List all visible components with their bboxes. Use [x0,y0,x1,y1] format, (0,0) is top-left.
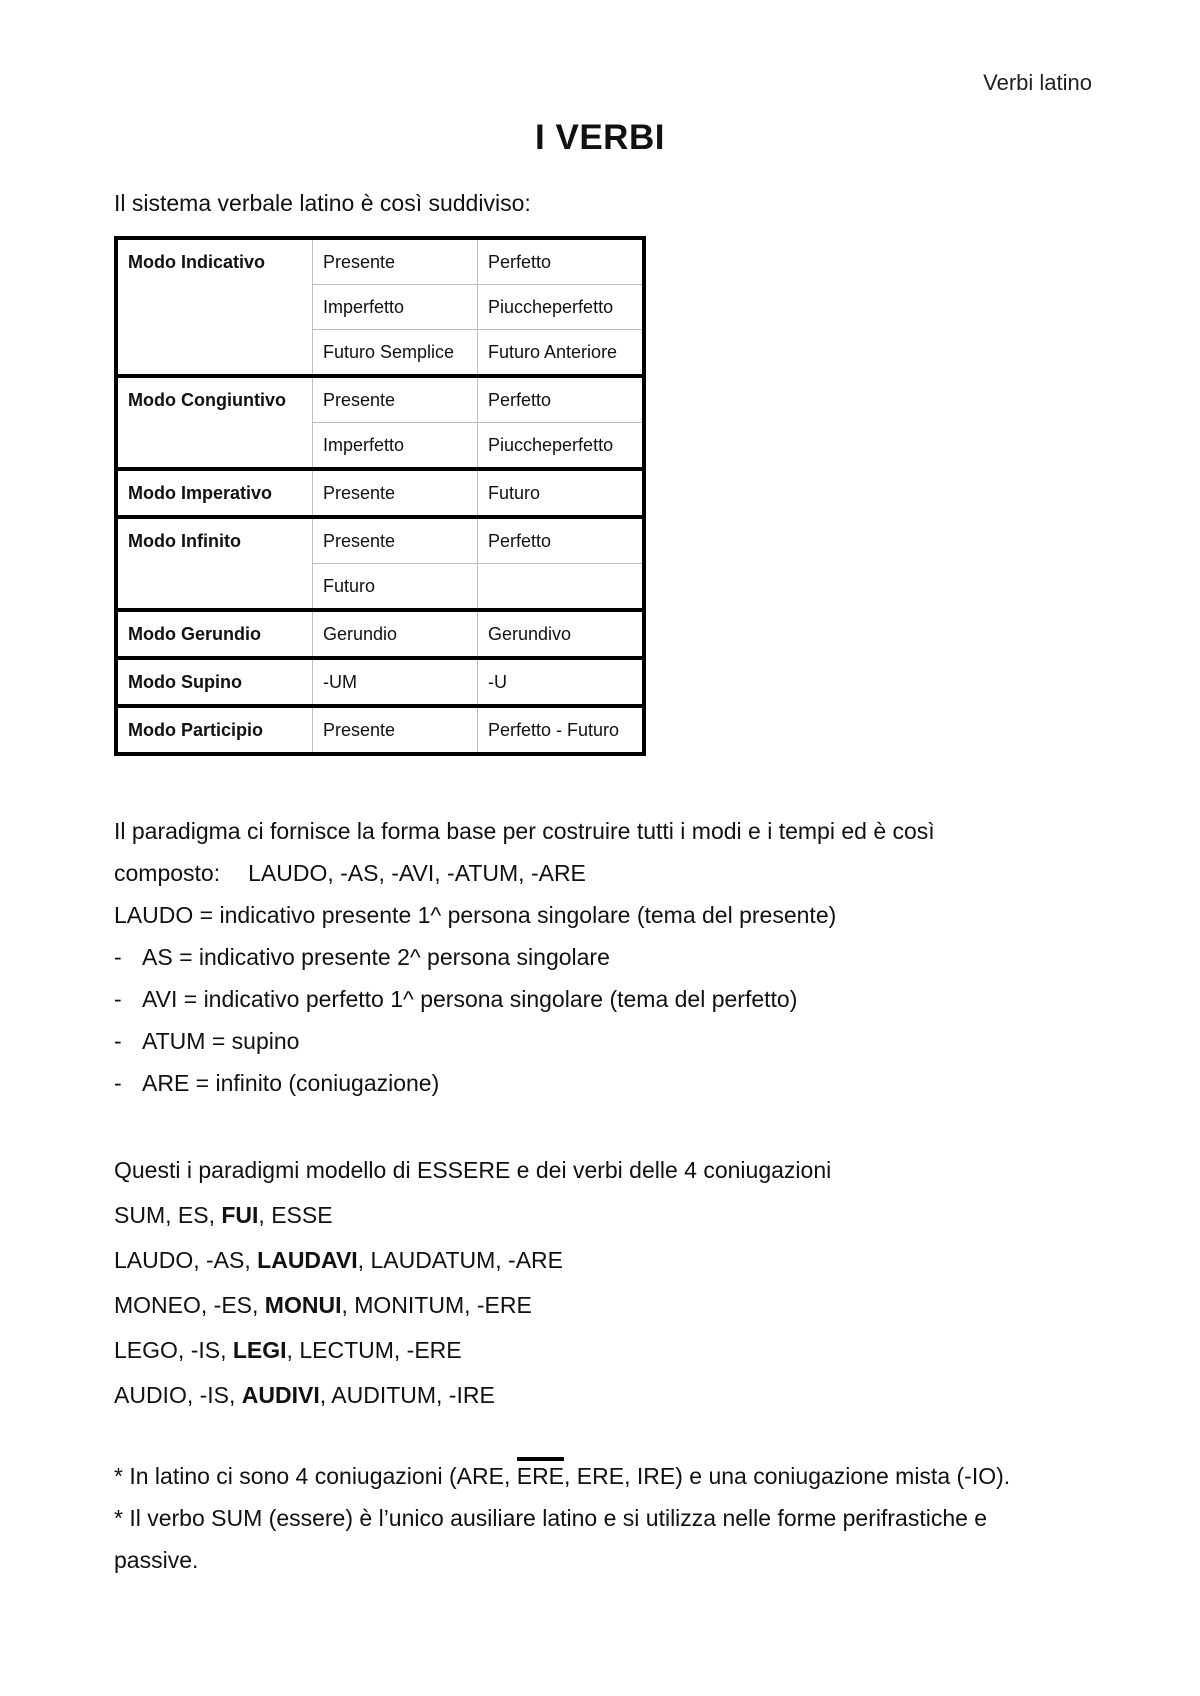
note-sum-continued: passive. [114,1547,199,1573]
tense-cell: Futuro [478,469,645,517]
model-line-post: , ESSE [258,1202,333,1228]
tense-cell: -UM [313,658,478,706]
model-line-perfect: LEGI [232,1337,287,1363]
table-row [116,376,644,423]
model-line-post: , LAUDATUM, -ARE [357,1247,563,1273]
tense-cell [478,564,645,611]
paradigm-bullets [114,936,1104,1104]
tense-cell: Perfetto [478,517,645,564]
model-line-perfect: FUI [221,1202,259,1228]
macron-ere: ERE [517,1455,564,1497]
note-conjugations [114,1455,1104,1497]
table-row [116,610,644,658]
model-line-pre: LEGO, -IS, [114,1337,233,1363]
tense-cell: Perfetto - Futuro [478,706,645,754]
tense-cell: Presente [313,238,478,285]
bullet-text: AVI = indicativo perfetto 1^ persona singolare (tema del perfetto) [142,986,798,1012]
mode-cell: Modo Participio [116,706,313,754]
model-line-perfect: LAUDAVI [257,1247,358,1273]
mode-cell: Modo Congiuntivo [116,376,313,469]
model-line-post: , MONITUM, -ERE [341,1292,532,1318]
tense-cell: Imperfetto [313,285,478,330]
bullet-text: AS = indicativo presente 2^ persona singolare [142,944,610,970]
tense-cell: -U [478,658,645,706]
paradigm-intro: Il paradigma ci fornisce la forma base per costruire tutti i modi e i tempi ed è così [114,818,935,844]
model-line-pre: LAUDO, -AS, [114,1247,258,1273]
note-text: * In latino ci sono 4 coniugazioni (ARE, [114,1463,517,1489]
tense-cell: Perfetto [478,238,645,285]
table-row [116,517,644,564]
model-line-post: , LECTUM, -ERE [286,1337,462,1363]
model-line [114,1328,1104,1373]
list-item [114,936,1104,978]
tense-cell: Gerundio [313,610,478,658]
mode-cell: Modo Infinito [116,517,313,610]
verb-modes-table [114,236,646,756]
table-row [116,706,644,754]
intro-text: Il sistema verbale latino è così suddiviso: [114,190,531,216]
running-header: Verbi latino [983,70,1092,95]
note-text: , ERE, IRE) e una coniugazione mista (-IO). [564,1463,1011,1489]
list-item [114,1020,1104,1062]
mode-cell: Modo Indicativo [116,238,313,376]
table-row [116,238,644,285]
model-line-pre: MONEO, -ES, [114,1292,265,1318]
bullet-marker: - [114,986,122,1012]
model-line-pre: AUDIO, -IS, [114,1382,242,1408]
model-line [114,1283,1104,1328]
model-line [114,1193,1104,1238]
tense-cell: Piuccheperfetto [478,285,645,330]
mode-cell: Modo Gerundio [116,610,313,658]
note-sum: * Il verbo SUM (essere) è l’unico ausiliare latino e si utilizza nelle forme perifrastiche e [114,1505,988,1531]
bullet-text: ARE = infinito (coniugazione) [142,1070,440,1096]
table-row [116,658,644,706]
tense-cell: Imperfetto [313,423,478,470]
tense-cell: Futuro Semplice [313,330,478,377]
tense-cell: Futuro [313,564,478,611]
bullet-marker: - [114,944,122,970]
model-paradigms-section [114,1148,1104,1418]
list-item [114,978,1104,1020]
composition-formula: LAUDO, -AS, -AVI, -ATUM, -ARE [248,860,586,886]
mode-cell: Modo Supino [116,658,313,706]
tense-cell: Presente [313,517,478,564]
paradigm-composition [114,852,1104,894]
paradigm-section [114,810,1104,1104]
tense-cell: Piuccheperfetto [478,423,645,470]
composition-label: composto: [114,860,221,886]
bullet-marker: - [114,1070,122,1096]
tense-cell: Futuro Anteriore [478,330,645,377]
mode-cell: Modo Imperativo [116,469,313,517]
tense-cell: Gerundivo [478,610,645,658]
model-line-perfect: AUDIVI [241,1382,320,1408]
tense-cell: Perfetto [478,376,645,423]
model-line-pre: SUM, ES, [114,1202,222,1228]
table-row [116,469,644,517]
model-line-perfect: MONUI [264,1292,342,1318]
paradigm-definition: LAUDO = indicativo presente 1^ persona singolare (tema del presente) [114,902,837,928]
notes-section [114,1455,1104,1581]
tense-cell: Presente [313,706,478,754]
bullet-marker: - [114,1028,122,1054]
tense-cell: Presente [313,376,478,423]
bullet-text: ATUM = supino [142,1028,300,1054]
list-item [114,1062,1104,1104]
tense-cell: Presente [313,469,478,517]
models-intro: Questi i paradigmi modello di ESSERE e dei verbi delle 4 coniugazioni [114,1157,832,1183]
model-line [114,1238,1104,1283]
page-title: I VERBI [535,118,665,157]
model-line [114,1373,1104,1418]
model-line-post: , AUDITUM, -IRE [319,1382,495,1408]
